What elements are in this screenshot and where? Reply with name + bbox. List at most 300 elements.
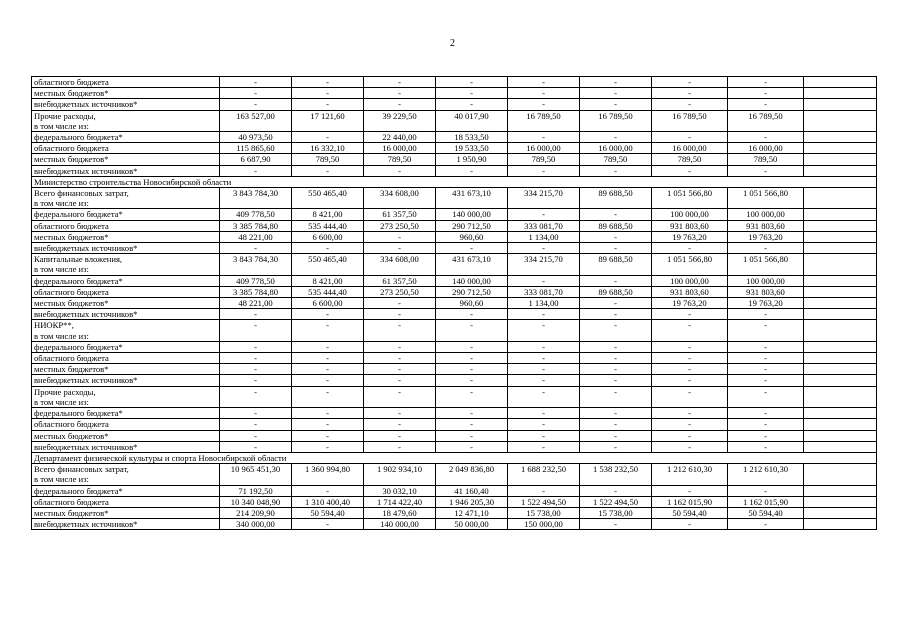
value-cell: 789,50 — [580, 154, 652, 165]
table-row — [32, 286, 877, 297]
value-cell — [804, 154, 877, 165]
value-cell: 1 688 232,50 — [508, 464, 580, 485]
value-cell: 100 000,00 — [652, 209, 728, 220]
value-cell — [804, 386, 877, 407]
value-cell: 789,50 — [508, 154, 580, 165]
value-cell: 19 763,20 — [728, 298, 804, 309]
value-cell: - — [436, 375, 508, 386]
row-label-line: НИОКР**, — [34, 320, 74, 331]
value-cell — [804, 320, 877, 341]
value-cell: - — [220, 88, 292, 99]
value-cell: - — [364, 364, 436, 375]
value-cell: - — [652, 441, 728, 452]
value-cell: - — [652, 341, 728, 352]
value-cell: - — [220, 243, 292, 254]
value-cell: - — [220, 320, 292, 341]
value-cell: 1 212 610,30 — [728, 464, 804, 485]
value-cell: 1 538 232,50 — [580, 464, 652, 485]
value-cell: - — [364, 320, 436, 341]
value-cell: - — [292, 88, 364, 99]
row-label — [32, 430, 220, 441]
value-cell: - — [652, 375, 728, 386]
value-cell: - — [728, 320, 804, 341]
value-cell: 16 789,50 — [728, 110, 804, 131]
row-label-line: областного бюджета — [34, 353, 109, 364]
value-cell: 61 357,50 — [364, 275, 436, 286]
value-cell: - — [292, 430, 364, 441]
table-row — [32, 165, 877, 176]
row-label-line: федерального бюджета* — [34, 408, 123, 419]
row-label-line: Всего финансовых затрат, — [34, 188, 129, 199]
value-cell: 16 332,10 — [292, 143, 364, 154]
value-cell: 1 310 400,40 — [292, 496, 364, 507]
value-cell: - — [580, 243, 652, 254]
value-cell — [804, 77, 877, 88]
value-cell: 22 440,00 — [364, 132, 436, 143]
value-cell: - — [364, 375, 436, 386]
section-row — [32, 452, 877, 463]
value-cell: - — [580, 165, 652, 176]
value-cell: 550 465,40 — [292, 254, 364, 275]
value-cell: - — [652, 77, 728, 88]
value-cell: 931 803,60 — [728, 286, 804, 297]
value-cell: - — [364, 441, 436, 452]
value-cell: - — [580, 77, 652, 88]
value-cell: - — [508, 243, 580, 254]
value-cell: - — [436, 99, 508, 110]
row-label — [32, 375, 220, 386]
row-label-line: внебюджетных источников* — [34, 375, 138, 386]
row-label — [32, 99, 220, 110]
row-label — [32, 507, 220, 518]
row-label — [32, 275, 220, 286]
value-cell: - — [292, 320, 364, 341]
value-cell — [804, 419, 877, 430]
value-cell: - — [580, 132, 652, 143]
row-label-line: местных бюджетов* — [34, 298, 109, 309]
value-cell: 431 673,10 — [436, 254, 508, 275]
value-cell — [804, 519, 877, 530]
section-title: Департамент физической культуры и спорта Новосибирской области — [32, 452, 877, 463]
value-cell: - — [508, 353, 580, 364]
value-cell: - — [364, 231, 436, 242]
row-label — [32, 320, 220, 341]
row-label-line: Прочие расходы, — [34, 386, 96, 397]
table-row — [32, 519, 877, 530]
row-label — [32, 419, 220, 430]
value-cell: 789,50 — [728, 154, 804, 165]
value-cell: - — [728, 165, 804, 176]
table-row — [32, 209, 877, 220]
value-cell: 140 000,00 — [436, 275, 508, 286]
value-cell: - — [580, 430, 652, 441]
value-cell: 12 471,10 — [436, 507, 508, 518]
value-cell: 340 000,00 — [220, 519, 292, 530]
row-label-line: федерального бюджета* — [34, 209, 123, 220]
value-cell: 931 803,60 — [652, 220, 728, 231]
value-cell: - — [580, 485, 652, 496]
value-cell: - — [652, 165, 728, 176]
value-cell: 1 950,90 — [436, 154, 508, 165]
value-cell: 15 738,00 — [508, 507, 580, 518]
table-row — [32, 275, 877, 286]
value-cell: - — [436, 77, 508, 88]
value-cell: 50 594,40 — [652, 507, 728, 518]
value-cell: - — [436, 419, 508, 430]
row-label — [32, 243, 220, 254]
row-label-line: в том числе из: — [34, 120, 89, 131]
value-cell: 16 000,00 — [364, 143, 436, 154]
value-cell: 334 608,00 — [364, 188, 436, 209]
value-cell: - — [580, 364, 652, 375]
value-cell: 16 000,00 — [580, 143, 652, 154]
table-row — [32, 419, 877, 430]
table-row — [32, 375, 877, 386]
value-cell: 334 215,70 — [508, 188, 580, 209]
value-cell: - — [436, 364, 508, 375]
value-cell: - — [292, 386, 364, 407]
value-cell: - — [728, 485, 804, 496]
value-cell: 1 134,00 — [508, 231, 580, 242]
row-label-line: областного бюджета — [34, 220, 109, 231]
value-cell: - — [220, 165, 292, 176]
value-cell: 19 763,20 — [728, 231, 804, 242]
value-cell: - — [728, 243, 804, 254]
value-cell: 100 000,00 — [728, 209, 804, 220]
row-label-line: внебюджетных источников* — [34, 243, 138, 254]
value-cell: - — [508, 99, 580, 110]
value-cell: - — [292, 99, 364, 110]
value-cell: - — [580, 353, 652, 364]
table-row — [32, 188, 877, 209]
value-cell: - — [508, 309, 580, 320]
value-cell: 6 600,00 — [292, 231, 364, 242]
value-cell: 48 221,00 — [220, 231, 292, 242]
value-cell: 16 000,00 — [652, 143, 728, 154]
value-cell: 789,50 — [652, 154, 728, 165]
value-cell: - — [728, 386, 804, 407]
value-cell: - — [436, 441, 508, 452]
row-label-line: в том числе из: — [34, 330, 89, 341]
table-row — [32, 364, 877, 375]
value-cell: - — [728, 341, 804, 352]
value-cell: - — [728, 430, 804, 441]
value-cell: 334 608,00 — [364, 254, 436, 275]
value-cell: - — [220, 441, 292, 452]
value-cell — [804, 243, 877, 254]
value-cell: - — [652, 364, 728, 375]
row-label-line: Всего финансовых затрат, — [34, 464, 129, 475]
row-label-line: в том числе из: — [34, 198, 89, 209]
value-cell: - — [220, 408, 292, 419]
value-cell: - — [292, 519, 364, 530]
row-label — [32, 441, 220, 452]
value-cell: 789,50 — [292, 154, 364, 165]
value-cell — [804, 143, 877, 154]
table-row — [32, 320, 877, 341]
value-cell: - — [580, 88, 652, 99]
value-cell — [804, 507, 877, 518]
table-row — [32, 88, 877, 99]
table-row — [32, 430, 877, 441]
row-label — [32, 143, 220, 154]
value-cell: 150 000,00 — [508, 519, 580, 530]
value-cell: - — [728, 364, 804, 375]
value-cell: 50 594,40 — [292, 507, 364, 518]
value-cell: 18 479,60 — [364, 507, 436, 518]
row-label-line: местных бюджетов* — [34, 231, 109, 242]
value-cell: 1 051 566,80 — [652, 188, 728, 209]
value-cell: - — [364, 243, 436, 254]
value-cell: 3 385 784,80 — [220, 220, 292, 231]
table-row — [32, 485, 877, 496]
value-cell: - — [364, 77, 436, 88]
row-label — [32, 77, 220, 88]
value-cell: 16 000,00 — [508, 143, 580, 154]
value-cell: 19 763,20 — [652, 231, 728, 242]
value-cell: 550 465,40 — [292, 188, 364, 209]
section-row — [32, 176, 877, 187]
value-cell — [804, 209, 877, 220]
value-cell: 333 081,70 — [508, 286, 580, 297]
row-label-line: областного бюджета — [34, 143, 109, 154]
value-cell: 17 121,60 — [292, 110, 364, 131]
value-cell: 89 688,50 — [580, 286, 652, 297]
value-cell: - — [436, 309, 508, 320]
value-cell: 6 687,90 — [220, 154, 292, 165]
value-cell: 1 360 994,80 — [292, 464, 364, 485]
value-cell: - — [292, 408, 364, 419]
row-label — [32, 254, 220, 275]
table-row — [32, 220, 877, 231]
value-cell: - — [508, 88, 580, 99]
value-cell: - — [364, 309, 436, 320]
value-cell — [804, 275, 877, 286]
value-cell: 89 688,50 — [580, 220, 652, 231]
value-cell: - — [508, 132, 580, 143]
value-cell: - — [292, 165, 364, 176]
value-cell: 931 803,60 — [728, 220, 804, 231]
row-label-line: местных бюджетов* — [34, 154, 109, 165]
value-cell: 100 000,00 — [652, 275, 728, 286]
row-label-line: областного бюджета — [34, 77, 109, 87]
row-label — [32, 286, 220, 297]
value-cell: - — [436, 88, 508, 99]
row-label — [32, 188, 220, 209]
value-cell — [804, 353, 877, 364]
row-label — [32, 220, 220, 231]
row-label — [32, 386, 220, 407]
value-cell: 8 421,00 — [292, 275, 364, 286]
value-cell: 8 421,00 — [292, 209, 364, 220]
value-cell: 960,60 — [436, 298, 508, 309]
row-label-line: внебюджетных источников* — [34, 99, 138, 110]
value-cell: - — [364, 165, 436, 176]
value-cell: 18 533,50 — [436, 132, 508, 143]
value-cell: - — [508, 364, 580, 375]
page-number: 2 — [450, 38, 455, 49]
value-cell: - — [580, 320, 652, 341]
value-cell: 50 594,40 — [728, 507, 804, 518]
row-label — [32, 485, 220, 496]
value-cell: 6 600,00 — [292, 298, 364, 309]
row-label-line: внебюджетных источников* — [34, 519, 138, 530]
value-cell: 1 946 205,30 — [436, 496, 508, 507]
value-cell: - — [436, 386, 508, 407]
row-label — [32, 496, 220, 507]
value-cell: - — [364, 430, 436, 441]
value-cell: - — [580, 209, 652, 220]
row-label-line: федерального бюджета* — [34, 341, 123, 352]
value-cell — [804, 254, 877, 275]
row-label-line: федерального бюджета* — [34, 132, 123, 143]
row-label — [32, 209, 220, 220]
value-cell: 535 444,40 — [292, 220, 364, 231]
value-cell: 1 134,00 — [508, 298, 580, 309]
value-cell: - — [508, 408, 580, 419]
value-cell — [804, 110, 877, 131]
value-cell: - — [652, 386, 728, 407]
table-row — [32, 298, 877, 309]
value-cell — [804, 496, 877, 507]
value-cell: - — [652, 309, 728, 320]
value-cell: 1 522 494,50 — [580, 496, 652, 507]
row-label-line: Капитальные вложения, — [34, 254, 123, 265]
value-cell: - — [728, 353, 804, 364]
row-label-line: внебюджетных источников* — [34, 165, 138, 176]
value-cell: - — [728, 375, 804, 386]
value-cell: - — [580, 99, 652, 110]
value-cell: - — [364, 99, 436, 110]
value-cell: 15 738,00 — [580, 507, 652, 518]
value-cell: 334 215,70 — [508, 254, 580, 275]
value-cell: 960,60 — [436, 231, 508, 242]
value-cell: - — [220, 375, 292, 386]
value-cell: - — [292, 353, 364, 364]
value-cell: - — [292, 132, 364, 143]
value-cell: - — [580, 341, 652, 352]
value-cell: - — [652, 430, 728, 441]
value-cell: 1 051 566,80 — [652, 254, 728, 275]
value-cell: 290 712,50 — [436, 220, 508, 231]
value-cell: 16 789,50 — [508, 110, 580, 131]
value-cell: - — [436, 353, 508, 364]
row-label-line: в том числе из: — [34, 396, 89, 407]
table-row — [32, 110, 877, 131]
row-label-line: федерального бюджета* — [34, 275, 123, 286]
value-cell: - — [220, 341, 292, 352]
value-cell: 140 000,00 — [436, 209, 508, 220]
row-label-line: местных бюджетов* — [34, 364, 109, 375]
value-cell — [804, 220, 877, 231]
value-cell: - — [728, 88, 804, 99]
table-row — [32, 99, 877, 110]
value-cell: 16 000,00 — [728, 143, 804, 154]
value-cell: 2 049 836,80 — [436, 464, 508, 485]
table-row — [32, 386, 877, 407]
value-cell: 40 973,50 — [220, 132, 292, 143]
value-cell: 273 250,50 — [364, 286, 436, 297]
value-cell: 3 843 784,30 — [220, 188, 292, 209]
value-cell: 50 000,00 — [436, 519, 508, 530]
value-cell — [804, 485, 877, 496]
value-cell: 39 229,50 — [364, 110, 436, 131]
value-cell: - — [728, 408, 804, 419]
value-cell — [804, 375, 877, 386]
value-cell: 10 340 048,90 — [220, 496, 292, 507]
row-label — [32, 364, 220, 375]
table-row — [32, 243, 877, 254]
value-cell: - — [508, 320, 580, 341]
value-cell: 333 081,70 — [508, 220, 580, 231]
value-cell — [804, 99, 877, 110]
value-cell: - — [436, 243, 508, 254]
value-cell: 163 527,00 — [220, 110, 292, 131]
value-cell: - — [508, 485, 580, 496]
value-cell — [804, 188, 877, 209]
row-label-line: областного бюджета — [34, 496, 109, 507]
value-cell: - — [652, 408, 728, 419]
value-cell: 115 865,60 — [220, 143, 292, 154]
value-cell: - — [364, 88, 436, 99]
value-cell: - — [292, 441, 364, 452]
value-cell: - — [220, 309, 292, 320]
value-cell: 3 843 784,30 — [220, 254, 292, 275]
row-label-line: местных бюджетов* — [34, 430, 109, 441]
value-cell: 1 162 015,90 — [652, 496, 728, 507]
value-cell — [804, 408, 877, 419]
row-label-line: федерального бюджета* — [34, 485, 123, 496]
value-cell: - — [508, 441, 580, 452]
value-cell: - — [220, 430, 292, 441]
value-cell: 214 209,90 — [220, 507, 292, 518]
value-cell: - — [580, 519, 652, 530]
value-cell: - — [508, 419, 580, 430]
value-cell: - — [652, 519, 728, 530]
table-row — [32, 77, 877, 88]
value-cell: - — [292, 419, 364, 430]
row-label-line: в том числе из: — [34, 474, 89, 485]
value-cell — [804, 441, 877, 452]
value-cell: - — [580, 375, 652, 386]
value-cell: - — [292, 77, 364, 88]
value-cell: - — [728, 132, 804, 143]
table-row — [32, 341, 877, 352]
value-cell: - — [580, 309, 652, 320]
value-cell: 140 000,00 — [364, 519, 436, 530]
value-cell: - — [728, 519, 804, 530]
value-cell: - — [364, 419, 436, 430]
value-cell: - — [728, 419, 804, 430]
budget-table — [31, 76, 877, 530]
row-label-line: в том числе из: — [34, 264, 89, 275]
section-title: Министерство строительства Новосибирской области — [32, 176, 877, 187]
value-cell: - — [436, 341, 508, 352]
value-cell: - — [292, 309, 364, 320]
value-cell: - — [364, 353, 436, 364]
row-label — [32, 298, 220, 309]
row-label-line: местных бюджетов* — [34, 507, 109, 518]
value-cell: - — [508, 275, 580, 286]
value-cell: 40 017,90 — [436, 110, 508, 131]
value-cell: 273 250,50 — [364, 220, 436, 231]
value-cell: 100 000,00 — [728, 275, 804, 286]
value-cell: 61 357,50 — [364, 209, 436, 220]
value-cell: - — [292, 341, 364, 352]
value-cell: - — [652, 99, 728, 110]
value-cell: - — [364, 408, 436, 419]
value-cell: - — [652, 353, 728, 364]
